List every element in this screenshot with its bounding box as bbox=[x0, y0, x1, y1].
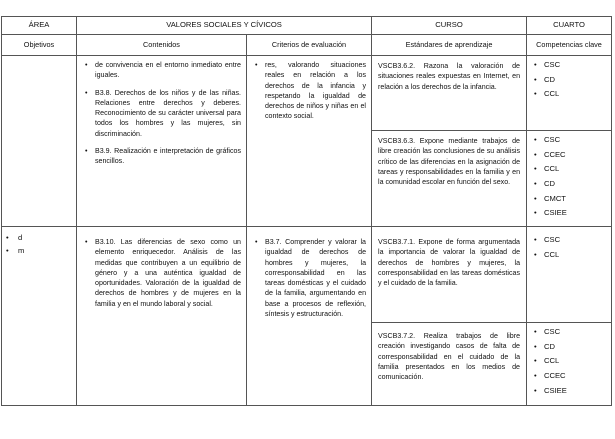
contenido-item: • B3.9. Realización e interpretación de gráficos sencillos. bbox=[85, 146, 241, 167]
competencias-cell bbox=[527, 227, 612, 323]
estandar-cell bbox=[372, 131, 527, 227]
table-header-row bbox=[2, 17, 612, 35]
competencia-item: • CSC bbox=[534, 60, 611, 75]
competencias-list bbox=[527, 56, 611, 104]
competencias-list bbox=[527, 323, 611, 400]
estandar-text: VSCB3.6.2. Razona la valoración de situaciones reales expuestas en Internet, en relación a los derechos de la infancia. bbox=[378, 62, 521, 91]
competencia-item: • CCL bbox=[534, 164, 611, 179]
contenido-item: • B3.8. Derechos de los niños y de las niñas. Relaciones entre derechos y deberes. Reconocimiento de su carácter universal para todos los hombres y las mujeres, sin discriminación. bbox=[85, 88, 241, 139]
column-competencias: Competencias clave bbox=[527, 35, 612, 56]
objetivos-cell bbox=[2, 56, 77, 227]
competencia-item: • CD bbox=[534, 342, 611, 357]
table-row bbox=[2, 56, 612, 131]
curriculum-table bbox=[1, 16, 612, 406]
objetivo-item: • d bbox=[6, 233, 76, 246]
competencia-item: • CD bbox=[534, 75, 611, 90]
contenidos-cell bbox=[77, 56, 247, 227]
column-header-row bbox=[2, 35, 612, 56]
competencias-cell bbox=[527, 323, 612, 406]
competencias-list bbox=[527, 227, 611, 264]
course-value-header: CUARTO bbox=[527, 17, 612, 35]
competencias-list bbox=[527, 131, 611, 223]
competencia-item: • CCEC bbox=[534, 371, 611, 386]
competencia-item: • CCL bbox=[534, 89, 611, 104]
competencias-cell bbox=[527, 131, 612, 227]
objetivos-cell bbox=[2, 227, 77, 406]
area-header: ÁREA bbox=[2, 17, 77, 35]
estandar-text: VSCB3.7.2. Realiza trabajos de libre creación investigando casos de falta de corresponsabilidad en el cuidado de la familia presentados en los medios de comunicación. bbox=[378, 332, 521, 382]
column-criterios: Criterios de evaluación bbox=[247, 35, 372, 56]
estandar-text: VSCB3.7.1. Expone de forma argumentada la importancia de valorar la igualdad de derechos de hombres y mujeres, la corresponsabilidad en las tareas domésticas y el cuidado de la familia. bbox=[378, 238, 521, 288]
column-estandares: Estándares de aprendizaje bbox=[372, 35, 527, 56]
column-objetivos: Objetivos bbox=[2, 35, 77, 56]
competencia-item: • CCL bbox=[534, 356, 611, 371]
competencia-item: • CSIEE bbox=[534, 208, 611, 223]
competencia-item: • CSIEE bbox=[534, 386, 611, 401]
objetivos-list bbox=[2, 227, 76, 259]
estandar-text: VSCB3.6.3. Expone mediante trabajos de libre creación las conclusiones de su análisis crítico de las diferencias en la asignación de tareas y responsabilidades en la familia y en la comunidad escolar en función del sexo. bbox=[378, 137, 521, 187]
course-header: CURSO bbox=[372, 17, 527, 35]
criterio-text: • res, valorando situaciones reales en relación a los derechos de la infancia y respetando la igualdad de derechos de niños y niñas en el contexto social. bbox=[255, 60, 366, 122]
competencia-item: • CSC bbox=[534, 235, 611, 250]
column-contenidos: Contenidos bbox=[77, 35, 247, 56]
competencia-item: • CCL bbox=[534, 250, 611, 265]
contenido-item: • B3.10. Las diferencias de sexo como un elemento enriquecedor. Análisis de las medidas que contribuyen a un equilibrio de género y a una auténtica igualdad de oportunidades. Valoración de la igualdad de derechos de hombres y de mujeres en la familia y en el mundo laboral y social. bbox=[85, 237, 241, 309]
criterio-text: • B3.7. Comprender y valorar la igualdad de derechos de hombres y mujeres, la corresponsabilidad en las tareas domésticas y el cuidado de la familia, argumentando en base a procesos de reflexión, síntesis y estructuración. bbox=[255, 237, 366, 319]
competencia-item: • CMCT bbox=[534, 194, 611, 209]
contenido-item: • de convivencia en el entorno inmediato entre iguales. bbox=[85, 60, 241, 81]
competencias-cell bbox=[527, 56, 612, 131]
contenidos-cell bbox=[77, 227, 247, 406]
competencia-item: • CSC bbox=[534, 327, 611, 342]
estandar-cell bbox=[372, 227, 527, 323]
criterios-cell bbox=[247, 227, 372, 406]
estandar-cell bbox=[372, 56, 527, 131]
estandar-cell bbox=[372, 323, 527, 406]
competencia-item: • CSC bbox=[534, 135, 611, 150]
competencia-item: • CCEC bbox=[534, 150, 611, 165]
objetivo-item: • m bbox=[6, 246, 76, 259]
competencia-item: • CD bbox=[534, 179, 611, 194]
subject-header: VALORES SOCIALES Y CÍVICOS bbox=[77, 17, 372, 35]
criterios-cell bbox=[247, 56, 372, 227]
table-row bbox=[2, 227, 612, 323]
